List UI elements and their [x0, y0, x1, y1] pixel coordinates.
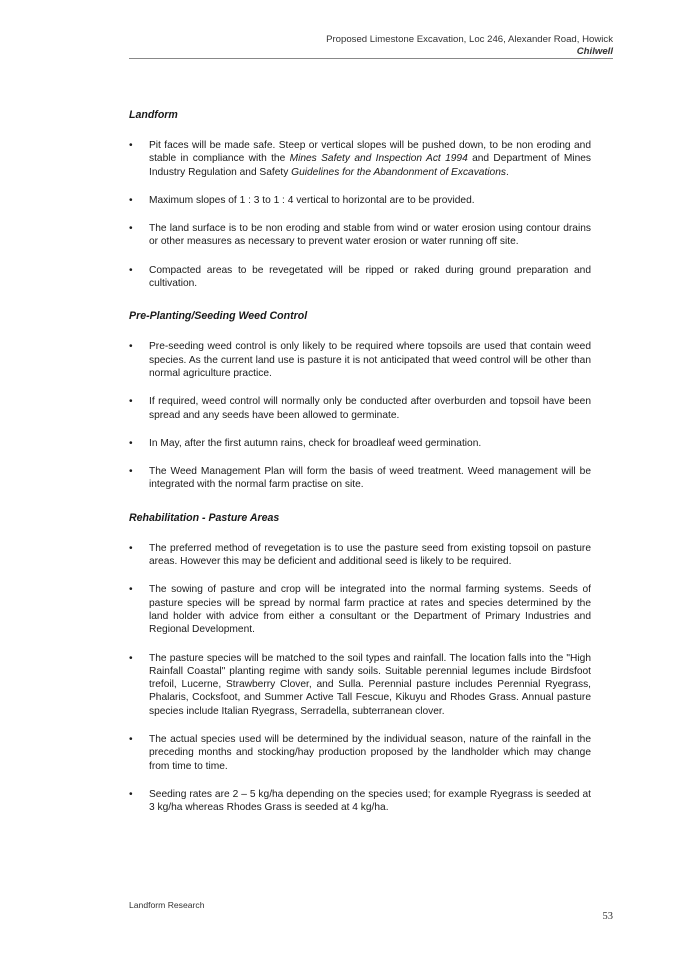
section-heading: Pre-Planting/Seeding Weed Control [129, 310, 308, 323]
header-subtitle: Chilwell [576, 46, 613, 57]
section [129, 309, 591, 491]
bullet-list [129, 340, 591, 491]
bullet-list [129, 542, 591, 815]
section-heading: Rehabilitation - Pasture Areas [129, 511, 280, 524]
bullet-item [129, 194, 591, 207]
bullet-text: . [505, 166, 509, 178]
bullet-text: Seeding rates are 2 – 5 kg/ha depending on the species used; for example Ryegrass is seeded at 3 kg/ha whereas Rhodes Grass is seeded at 4 kg/ha. [149, 788, 591, 814]
section-heading: Landform [129, 109, 178, 121]
bullet-icon: • [129, 194, 133, 206]
bullet-icon: • [129, 734, 133, 746]
bullet-icon: • [129, 140, 133, 151]
bullet-text: In May, after the first autumn rains, check for broadleaf weed germination. [149, 437, 482, 449]
bullet-item [129, 139, 591, 179]
bullet-icon: • [129, 396, 133, 408]
bullet-item [129, 222, 591, 249]
bullet-item [129, 583, 591, 636]
bullet-icon: • [129, 542, 133, 554]
bullet-text: If required, weed control will normally only be conducted after overburden and topsoil have been spread and any seeds have been allowed to germinate. [149, 396, 591, 421]
footer-author: Landform Research [129, 900, 205, 910]
bullet-item [129, 437, 591, 450]
bullet-item [129, 542, 591, 569]
page-number: 53 [602, 911, 613, 922]
bullet-icon: • [129, 223, 133, 235]
bullet-item [129, 264, 591, 291]
bullet-text: Maximum slopes of 1 : 3 to 1 : 4 vertical to horizontal are to be provided. [149, 194, 475, 206]
bullet-text: and Department of Mines Industry Regulation and Safety [149, 153, 591, 178]
bullet-text: The land surface is to be non eroding and stable from wind or water erosion using contour drains or other measures as necessary to prevent water erosion or water running off site. [149, 223, 591, 248]
italic-citation: Guidelines for the Abandonment of Excavations [291, 166, 506, 178]
bullet-text: Pre-seeding weed control is only likely to be required where topsoils are used that contain weed species. As the current land use is pasture it is not anticipated that weed control will be other than normal agriculture practice. [149, 341, 591, 379]
bullet-text: Pit faces will be made safe. Steep or vertical slopes will be pushed down, to be non eroding and stable in compliance with the [149, 140, 591, 165]
body-content [129, 108, 591, 834]
bullet-icon: • [129, 437, 133, 449]
bullet-text: The Weed Management Plan will form the basis of weed treatment. Weed management will be integrated with the normal farm practise on site. [149, 466, 591, 491]
bullet-icon: • [129, 466, 133, 478]
bullet-text: The sowing of pasture and crop will be integrated into the normal farming systems. Seeds of pasture species will be spread by normal farm practice at rates and species determined by the land holder with advice from either a consultant or the Department of Primary Industries and Regional Development. [149, 584, 591, 636]
bullet-icon: • [129, 788, 133, 800]
header-rule [129, 58, 613, 59]
bullet-icon: • [129, 264, 133, 276]
section [129, 511, 591, 815]
bullet-text: The pasture species will be matched to the soil types and rainfall. The location falls into the "High Rainfall Coastal" planting regime with sandy soils. Suitable perennial legumes include Birdsfoot trefoil, Lucerne, Strawberry Clover, and Sulla. Perennial pasture includes Perennial Ryegrass, Phalaris, Cocksfoot, and Summer Active Tall Fescue, Kikuyu and Rhodes Grass. Annual pasture species include Italian Ryegrass, Serradella, subterranean clover. [149, 652, 591, 717]
italic-citation: Mines Safety and Inspection Act 1994 [289, 153, 468, 165]
bullet-icon: • [129, 341, 133, 353]
bullet-item [129, 465, 591, 492]
section [129, 108, 591, 290]
bullet-item [129, 340, 591, 380]
header-title: Proposed Limestone Excavation, Loc 246, Alexander Road, Howick [326, 34, 613, 45]
bullet-icon: • [129, 652, 133, 664]
bullet-list [129, 139, 591, 290]
bullet-item [129, 652, 591, 718]
bullet-icon: • [129, 584, 133, 596]
running-header [326, 34, 613, 58]
bullet-text: Compacted areas to be revegetated will be ripped or raked during ground preparation and cultivation. [149, 264, 591, 290]
bullet-text: The actual species used will be determined by the individual season, nature of the rainfall in the preceding months and stocking/hay production proposed by the landholder which may change from time to time. [149, 734, 591, 772]
bullet-item [129, 788, 591, 815]
bullet-item [129, 733, 591, 773]
bullet-item [129, 395, 591, 422]
bullet-text: The preferred method of revegetation is to use the pasture seed from existing topsoil on pasture areas. However this may be deficient and additional seed is likely to be required. [149, 542, 591, 568]
